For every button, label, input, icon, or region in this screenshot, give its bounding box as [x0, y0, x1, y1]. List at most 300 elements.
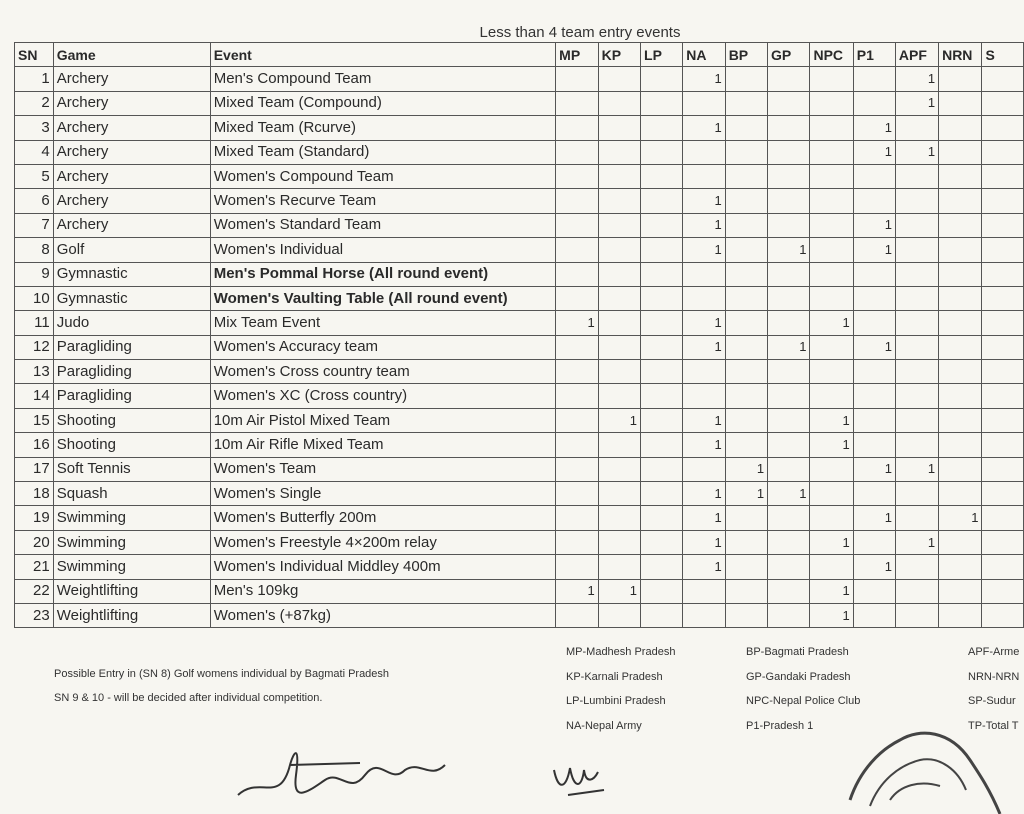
- entry-cell: [556, 506, 599, 530]
- entry-cell: [939, 116, 982, 140]
- entry-cell: [641, 408, 683, 432]
- entry-cell: [810, 164, 853, 188]
- game-cell: Shooting: [53, 433, 210, 457]
- sn-cell: 8: [15, 238, 54, 262]
- entry-cell: [556, 433, 599, 457]
- entry-cell: [768, 189, 810, 213]
- entry-cell: [556, 360, 599, 384]
- table-row: [15, 408, 1024, 432]
- sn-cell: 6: [15, 189, 54, 213]
- entry-cell: [810, 555, 853, 579]
- entry-cell: [598, 360, 640, 384]
- entry-cell: [598, 238, 640, 262]
- entry-cell: [768, 530, 810, 554]
- column-header: GP: [768, 43, 810, 67]
- entry-cell: [598, 116, 640, 140]
- entry-cell: [641, 213, 683, 237]
- column-header: NA: [683, 43, 725, 67]
- entry-cell: [982, 384, 1024, 408]
- entry-cell: [982, 91, 1024, 115]
- entry-cell: [895, 603, 938, 627]
- entry-cell: [853, 67, 895, 91]
- entry-cell: 1: [810, 579, 853, 603]
- entry-cell: [982, 603, 1024, 627]
- table-row: [15, 238, 1024, 262]
- entry-cell: [641, 457, 683, 481]
- sn-cell: 22: [15, 579, 54, 603]
- signature-2: [548, 750, 618, 814]
- entry-cell: [725, 506, 767, 530]
- entry-cell: [598, 286, 640, 310]
- table-row: [15, 67, 1024, 91]
- entry-cell: [768, 555, 810, 579]
- entry-cell: [853, 91, 895, 115]
- legend-item: KP-Karnali Pradesh: [566, 670, 663, 683]
- sn-cell: 17: [15, 457, 54, 481]
- entry-cell: [598, 140, 640, 164]
- entry-cell: [939, 67, 982, 91]
- entry-cell: [853, 189, 895, 213]
- table-row: [15, 91, 1024, 115]
- signature-1: [230, 735, 480, 814]
- entry-cell: 1: [556, 579, 599, 603]
- entry-cell: [641, 555, 683, 579]
- entry-cell: [939, 91, 982, 115]
- entry-cell: [598, 164, 640, 188]
- entry-cell: 1: [853, 335, 895, 359]
- entry-cell: [939, 311, 982, 335]
- entry-events-table: [14, 42, 1024, 628]
- game-cell: Archery: [53, 140, 210, 164]
- sn-cell: 9: [15, 262, 54, 286]
- entry-cell: [556, 91, 599, 115]
- entry-cell: [939, 238, 982, 262]
- sn-cell: 20: [15, 530, 54, 554]
- sn-cell: 7: [15, 213, 54, 237]
- table-row: [15, 360, 1024, 384]
- game-cell: Squash: [53, 482, 210, 506]
- event-cell: Women's Single: [210, 482, 555, 506]
- entry-cell: [939, 262, 982, 286]
- table-row: [15, 482, 1024, 506]
- entry-cell: [725, 579, 767, 603]
- entry-cell: [853, 408, 895, 432]
- entry-cell: [683, 262, 725, 286]
- entry-cell: [598, 213, 640, 237]
- entry-cell: [768, 311, 810, 335]
- entry-cell: [598, 433, 640, 457]
- note-golf-entry: Possible Entry in (SN 8) Golf womens individual by Bagmati Pradesh: [54, 668, 390, 680]
- entry-cell: [641, 482, 683, 506]
- legend-item: NA-Nepal Army: [566, 719, 642, 732]
- entry-cell: [641, 335, 683, 359]
- game-cell: Archery: [53, 164, 210, 188]
- entry-cell: [725, 140, 767, 164]
- entry-cell: [725, 408, 767, 432]
- entry-cell: [556, 238, 599, 262]
- entry-cell: [641, 286, 683, 310]
- entry-cell: [768, 91, 810, 115]
- entry-cell: [982, 116, 1024, 140]
- entry-cell: [683, 384, 725, 408]
- table-row: [15, 530, 1024, 554]
- column-header: SN: [15, 43, 54, 67]
- entry-cell: [641, 67, 683, 91]
- entry-cell: [853, 262, 895, 286]
- event-cell: Women's Individual: [210, 238, 555, 262]
- table-row: [15, 555, 1024, 579]
- entry-cell: 1: [683, 311, 725, 335]
- column-header: MP: [556, 43, 599, 67]
- game-cell: Archery: [53, 67, 210, 91]
- entry-cell: 1: [810, 433, 853, 457]
- legend-item: P1-Pradesh 1: [746, 719, 814, 732]
- sn-cell: 15: [15, 408, 54, 432]
- event-cell: 10m Air Rifle Mixed Team: [210, 433, 555, 457]
- entry-cell: [810, 189, 853, 213]
- table-row: [15, 164, 1024, 188]
- entry-cell: [810, 360, 853, 384]
- entry-cell: [939, 164, 982, 188]
- entry-cell: 1: [683, 213, 725, 237]
- game-cell: Golf: [53, 238, 210, 262]
- entry-cell: [895, 262, 938, 286]
- entry-cell: [982, 555, 1024, 579]
- legend-item: GP-Gandaki Pradesh: [746, 670, 851, 683]
- entry-cell: [598, 530, 640, 554]
- entry-cell: [725, 67, 767, 91]
- column-header: APF: [895, 43, 938, 67]
- event-cell: Men's Compound Team: [210, 67, 555, 91]
- entry-cell: 1: [725, 457, 767, 481]
- entry-cell: [939, 140, 982, 164]
- entry-cell: 1: [895, 530, 938, 554]
- entry-cell: [853, 433, 895, 457]
- entry-cell: [768, 457, 810, 481]
- entry-cell: [982, 530, 1024, 554]
- sn-cell: 1: [15, 67, 54, 91]
- entry-cell: [895, 238, 938, 262]
- entry-cell: 1: [853, 555, 895, 579]
- entry-cell: [725, 335, 767, 359]
- table-row: [15, 189, 1024, 213]
- entry-cell: [768, 360, 810, 384]
- entry-cell: [598, 67, 640, 91]
- entry-cell: [725, 384, 767, 408]
- header-row: [15, 43, 1024, 67]
- entry-cell: [982, 433, 1024, 457]
- entry-cell: [982, 67, 1024, 91]
- entry-cell: 1: [810, 311, 853, 335]
- entry-cell: [810, 116, 853, 140]
- entry-cell: 1: [683, 335, 725, 359]
- entry-cell: [556, 286, 599, 310]
- entry-cell: [641, 433, 683, 457]
- event-cell: Women's Accuracy team: [210, 335, 555, 359]
- entry-cell: [598, 311, 640, 335]
- event-cell: Women's Team: [210, 457, 555, 481]
- entry-cell: [641, 360, 683, 384]
- entry-cell: [598, 603, 640, 627]
- entry-cell: [853, 579, 895, 603]
- entry-cell: [810, 67, 853, 91]
- entry-cell: [895, 360, 938, 384]
- entry-cell: [598, 262, 640, 286]
- entry-cell: 1: [683, 189, 725, 213]
- event-cell: Women's Individual Middley 400m: [210, 555, 555, 579]
- entry-cell: [725, 555, 767, 579]
- entry-cell: 1: [810, 530, 853, 554]
- entry-cell: [810, 335, 853, 359]
- event-cell: Women's Butterfly 200m: [210, 506, 555, 530]
- entry-cell: [725, 603, 767, 627]
- legend-item: TP-Total T: [968, 719, 1019, 732]
- entry-cell: 1: [598, 579, 640, 603]
- entry-cell: [939, 433, 982, 457]
- entry-cell: [939, 286, 982, 310]
- entry-cell: [641, 238, 683, 262]
- entry-cell: [641, 164, 683, 188]
- entry-cell: [982, 213, 1024, 237]
- entry-cell: [939, 213, 982, 237]
- legend-item: BP-Bagmati Pradesh: [746, 646, 849, 658]
- game-cell: Swimming: [53, 530, 210, 554]
- sn-cell: 21: [15, 555, 54, 579]
- entry-cell: [768, 116, 810, 140]
- game-cell: Shooting: [53, 408, 210, 432]
- entry-cell: [641, 384, 683, 408]
- entry-cell: [556, 335, 599, 359]
- entry-cell: [810, 213, 853, 237]
- entry-cell: [982, 311, 1024, 335]
- entry-cell: [598, 506, 640, 530]
- entry-cell: 1: [895, 67, 938, 91]
- entry-cell: 1: [853, 116, 895, 140]
- game-cell: Weightlifting: [53, 579, 210, 603]
- event-cell: Mixed Team (Compound): [210, 91, 555, 115]
- entry-cell: [982, 286, 1024, 310]
- table-row: [15, 213, 1024, 237]
- table-row: [15, 384, 1024, 408]
- sn-cell: 23: [15, 603, 54, 627]
- sn-cell: 11: [15, 311, 54, 335]
- game-cell: Paragliding: [53, 335, 210, 359]
- event-cell: Women's XC (Cross country): [210, 384, 555, 408]
- column-header: P1: [853, 43, 895, 67]
- sn-cell: 19: [15, 506, 54, 530]
- entry-cell: [768, 140, 810, 164]
- entry-cell: [810, 140, 853, 164]
- game-cell: Swimming: [53, 555, 210, 579]
- sn-cell: 4: [15, 140, 54, 164]
- legend-col-1: [566, 640, 675, 738]
- entry-cell: [683, 457, 725, 481]
- column-header: LP: [641, 43, 683, 67]
- entry-cell: [641, 140, 683, 164]
- entry-cell: [768, 213, 810, 237]
- legend-item: NPC-Nepal Police Club: [746, 695, 861, 707]
- entry-cell: [939, 384, 982, 408]
- entry-cell: [895, 116, 938, 140]
- entry-cell: [768, 286, 810, 310]
- entry-cell: 1: [683, 238, 725, 262]
- game-cell: Archery: [53, 213, 210, 237]
- event-cell: Men's 109kg: [210, 579, 555, 603]
- sn-cell: 13: [15, 360, 54, 384]
- column-header: NRN: [939, 43, 982, 67]
- game-cell: Archery: [53, 91, 210, 115]
- game-cell: Soft Tennis: [53, 457, 210, 481]
- entry-cell: [895, 579, 938, 603]
- column-header: NPC: [810, 43, 853, 67]
- game-cell: Swimming: [53, 506, 210, 530]
- column-header: KP: [598, 43, 640, 67]
- entry-cell: [895, 335, 938, 359]
- entry-cell: [683, 164, 725, 188]
- table-row: [15, 603, 1024, 627]
- entry-cell: [853, 384, 895, 408]
- entry-cell: [939, 603, 982, 627]
- game-cell: Paragliding: [53, 360, 210, 384]
- entry-cell: [768, 164, 810, 188]
- entry-cell: [939, 579, 982, 603]
- entry-cell: [768, 408, 810, 432]
- table-row: [15, 116, 1024, 140]
- entry-cell: [556, 482, 599, 506]
- entry-cell: [982, 482, 1024, 506]
- entry-cell: 1: [683, 482, 725, 506]
- entry-cell: 1: [768, 482, 810, 506]
- entry-cell: [895, 506, 938, 530]
- entry-cell: [895, 555, 938, 579]
- entry-cell: [556, 555, 599, 579]
- entry-cell: [598, 457, 640, 481]
- entry-cell: [768, 384, 810, 408]
- entry-cell: 1: [683, 555, 725, 579]
- legend-item: SP-Sudur: [968, 695, 1016, 707]
- entry-cell: 1: [598, 408, 640, 432]
- entry-cell: [939, 189, 982, 213]
- entry-cell: [556, 262, 599, 286]
- entry-cell: [641, 603, 683, 627]
- entry-cell: [939, 457, 982, 481]
- entry-cell: [725, 238, 767, 262]
- entry-cell: [641, 579, 683, 603]
- entry-cell: [810, 384, 853, 408]
- legend-item: APF-Arme: [968, 646, 1020, 658]
- sn-cell: 2: [15, 91, 54, 115]
- entry-cell: 1: [853, 506, 895, 530]
- entry-cell: 1: [895, 457, 938, 481]
- entry-cell: 1: [556, 311, 599, 335]
- entry-cell: [853, 360, 895, 384]
- entry-cell: 1: [683, 506, 725, 530]
- column-header: Event: [210, 43, 555, 67]
- entry-cell: [939, 555, 982, 579]
- entry-cell: 1: [768, 335, 810, 359]
- entry-cell: 1: [683, 408, 725, 432]
- entry-cell: [895, 408, 938, 432]
- legend-item: NRN-NRN: [968, 670, 1020, 683]
- entry-cell: [683, 360, 725, 384]
- entry-cell: [556, 164, 599, 188]
- entry-cell: 1: [725, 482, 767, 506]
- event-cell: Women's Compound Team: [210, 164, 555, 188]
- entry-cell: [810, 262, 853, 286]
- entry-cell: [556, 457, 599, 481]
- entry-cell: [641, 530, 683, 554]
- entry-cell: [641, 189, 683, 213]
- entry-cell: [725, 164, 767, 188]
- note-sn-9-10: SN 9 & 10 - will be decided after individual competition.: [54, 692, 323, 704]
- entry-cell: [556, 140, 599, 164]
- entry-cell: [641, 91, 683, 115]
- entry-cell: [683, 286, 725, 310]
- entry-cell: [895, 311, 938, 335]
- entry-cell: 1: [683, 433, 725, 457]
- entry-cell: [768, 262, 810, 286]
- sn-cell: 12: [15, 335, 54, 359]
- entry-cell: 1: [810, 408, 853, 432]
- entry-cell: [895, 164, 938, 188]
- entry-cell: [810, 457, 853, 481]
- sn-cell: 18: [15, 482, 54, 506]
- entry-cell: [725, 262, 767, 286]
- game-cell: Archery: [53, 116, 210, 140]
- entry-cell: [556, 116, 599, 140]
- table-row: [15, 433, 1024, 457]
- entry-cell: [853, 530, 895, 554]
- entry-cell: [725, 530, 767, 554]
- entry-cell: [598, 555, 640, 579]
- event-cell: Men's Pommal Horse (All round event): [210, 262, 555, 286]
- event-cell: Mixed Team (Rcurve): [210, 116, 555, 140]
- entry-cell: [641, 116, 683, 140]
- entry-cell: [982, 408, 1024, 432]
- entry-cell: [895, 384, 938, 408]
- table-body: [15, 67, 1024, 628]
- table-row: [15, 506, 1024, 530]
- entry-cell: 1: [768, 238, 810, 262]
- entry-cell: [895, 189, 938, 213]
- entry-cell: 1: [810, 603, 853, 627]
- entry-cell: [683, 140, 725, 164]
- entry-cell: [939, 335, 982, 359]
- sn-cell: 16: [15, 433, 54, 457]
- table-row: [15, 311, 1024, 335]
- entry-cell: 1: [939, 506, 982, 530]
- sn-cell: 10: [15, 286, 54, 310]
- entry-cell: [939, 360, 982, 384]
- entry-cell: [853, 311, 895, 335]
- entry-cell: [768, 433, 810, 457]
- entry-cell: [982, 457, 1024, 481]
- event-cell: 10m Air Pistol Mixed Team: [210, 408, 555, 432]
- sn-cell: 14: [15, 384, 54, 408]
- entry-cell: [556, 189, 599, 213]
- entry-cell: [725, 311, 767, 335]
- entry-cell: [982, 506, 1024, 530]
- event-cell: Women's Recurve Team: [210, 189, 555, 213]
- entry-cell: 1: [895, 91, 938, 115]
- table-row: [15, 579, 1024, 603]
- event-cell: Women's Vaulting Table (All round event): [210, 286, 555, 310]
- column-header: S: [982, 43, 1024, 67]
- game-cell: Paragliding: [53, 384, 210, 408]
- entry-cell: [598, 482, 640, 506]
- event-cell: Mix Team Event: [210, 311, 555, 335]
- entry-cell: [982, 262, 1024, 286]
